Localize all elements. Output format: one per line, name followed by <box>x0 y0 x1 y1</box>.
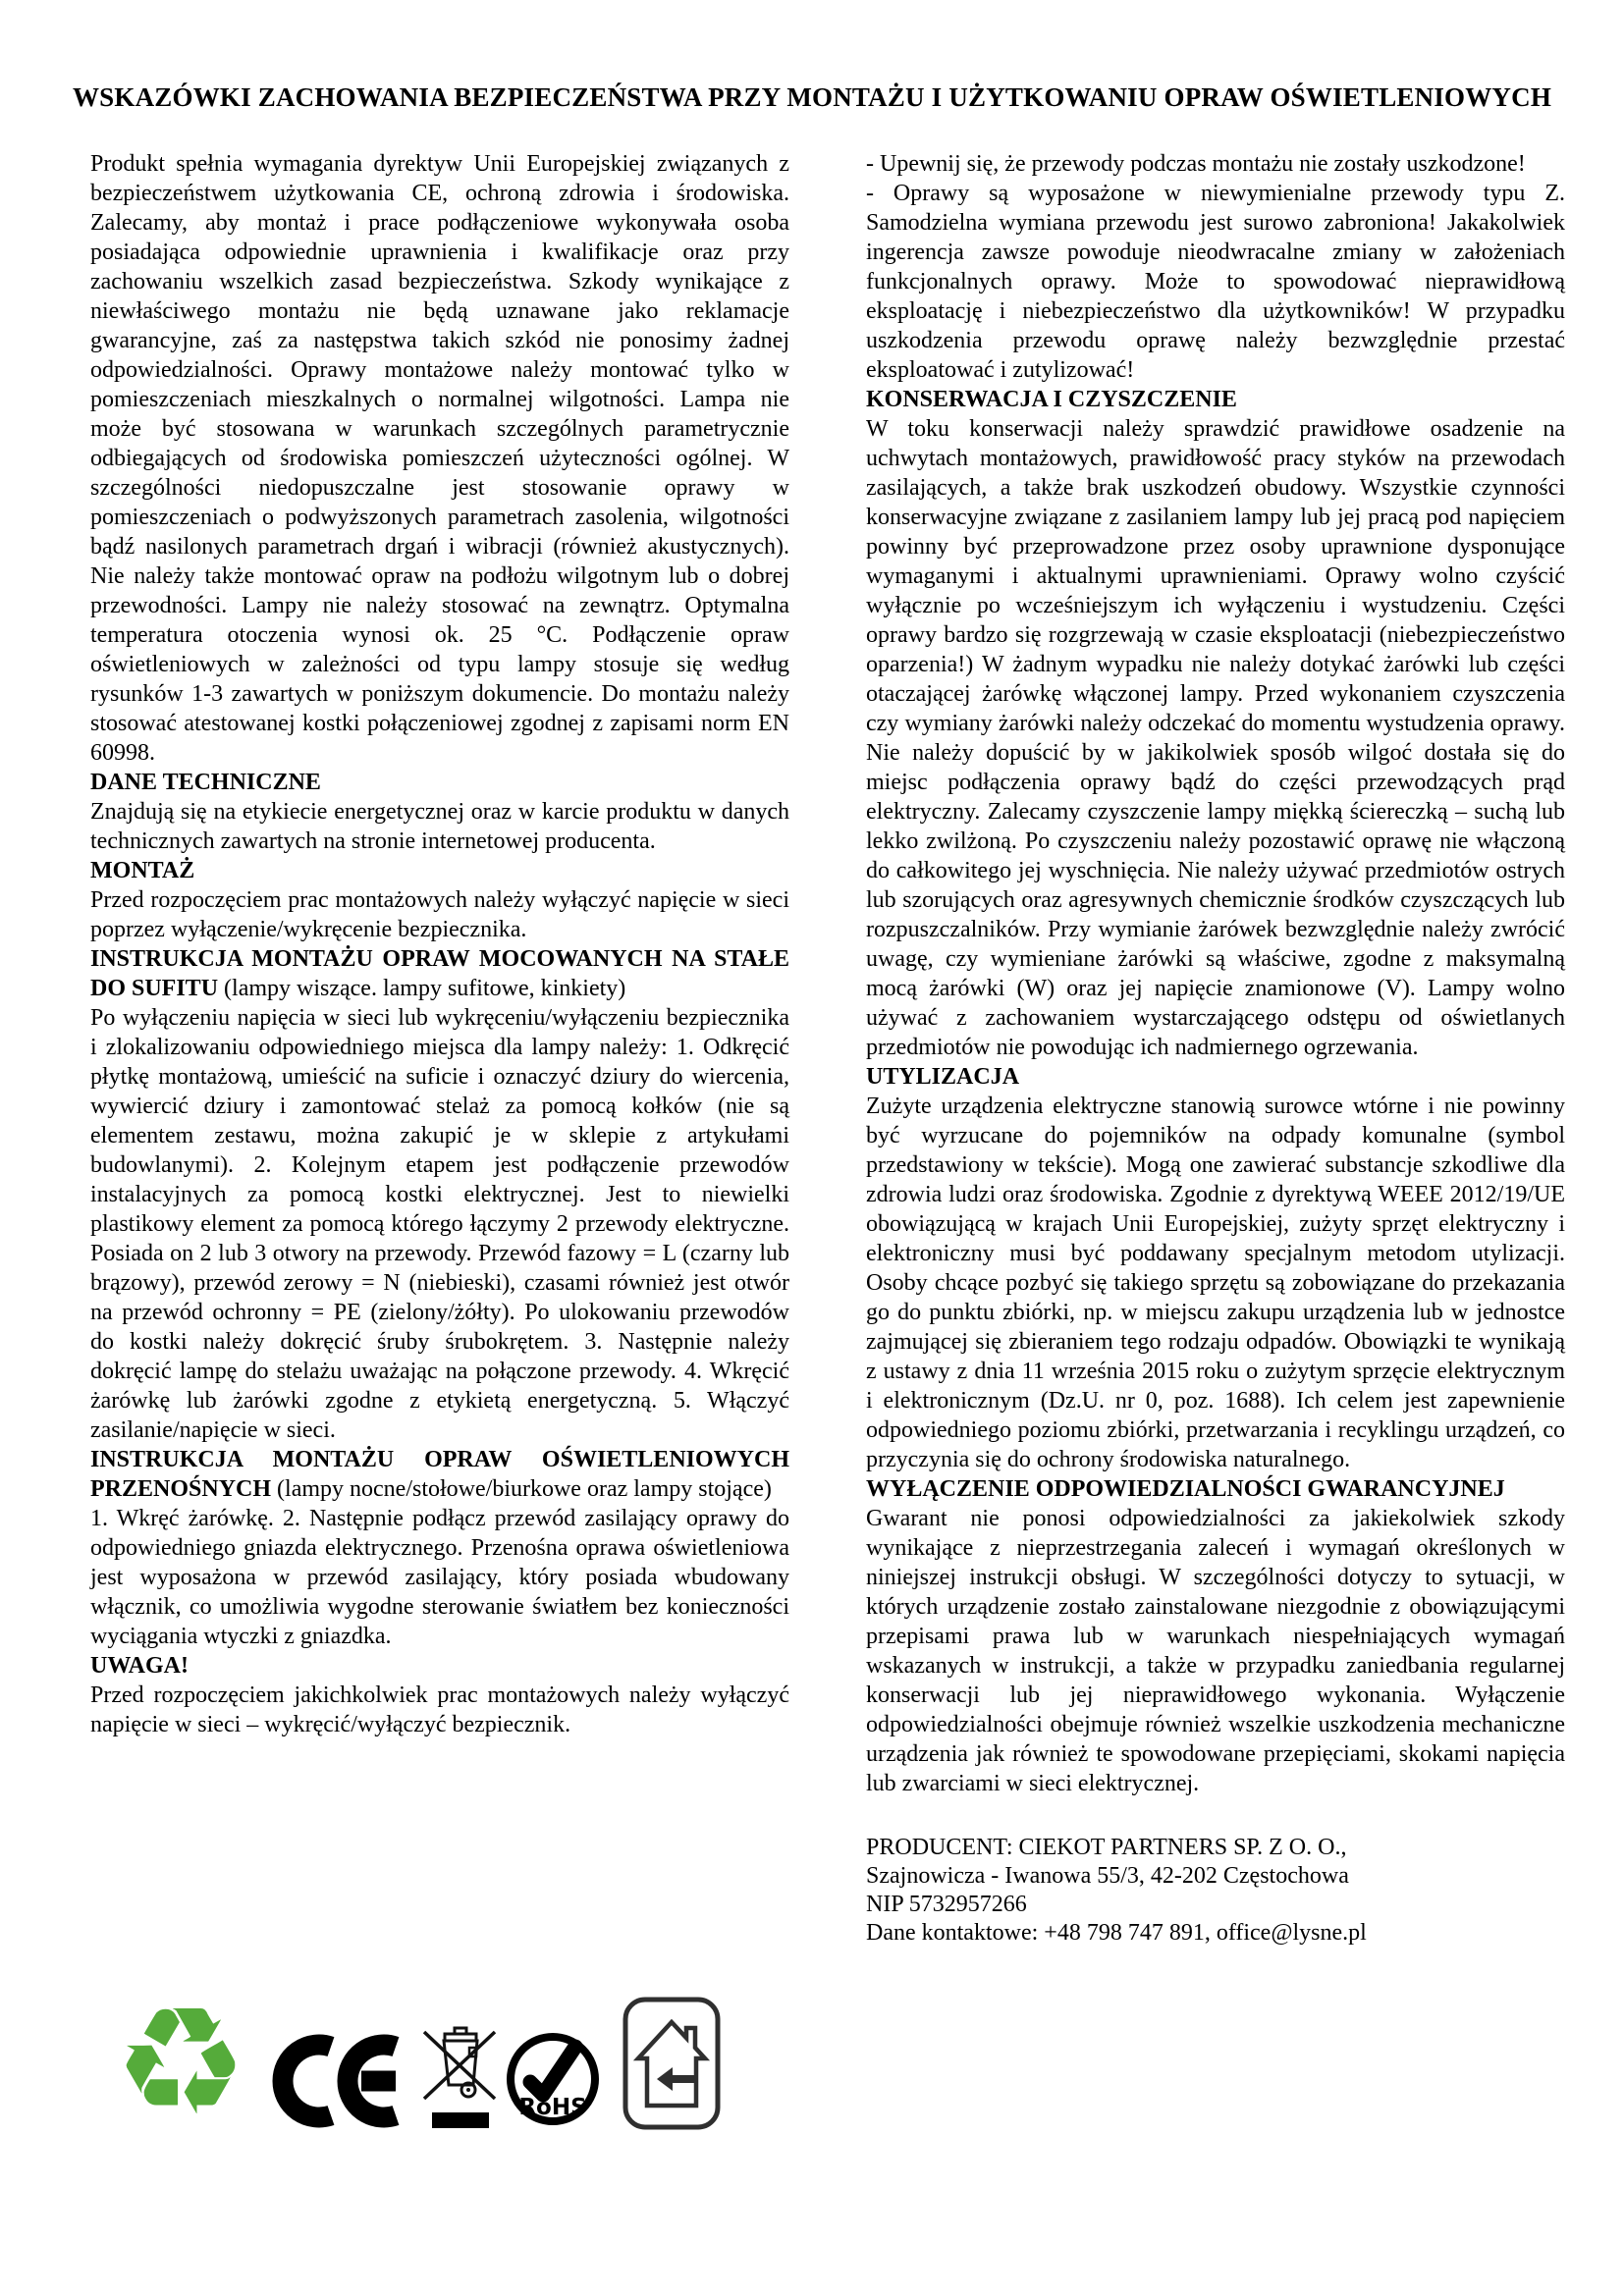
paragraph-wylaczenie-odpowiedzialnosci: Gwarant nie ponosi odpowiedzialności za jakiekolwiek szkody wynikające z nieprzestrzegania zaleceń i wymagań określonych w niniejszej instrukcji obsługi. W szczególności dotyczy to sytuacji, w których urządzenie zostało zainstalowane niezgodnie z obowiązującymi przepisami prawa lub w warunkach niespełniających wymagań wskazanych w instrukcji, a także w przypadku zaniedbania regularnej konserwacji lub jej nieprawidłowego wykonania. Wyłączenie odpowiedzialności obejmuje również wszelkie uszkodzenia mechaniczne urządzenia jak również te spowodowane przepięciami, skokami napięcia lub zwarciami w sieci elektrycznej. <box>866 1506 1565 1796</box>
left-column <box>90 149 789 1739</box>
heading-instrukcja-sufit-bold: INSTRUKCJA MONTAŻU OPRAW MOCOWANYCH NA STAŁE DO SUFITU <box>90 946 789 1001</box>
paragraph-intro: Produkt spełnia wymagania dyrektyw Unii Europejskiej związanych z bezpieczeństwem użytkowania CE, ochroną zdrowia i środowiska. Zalecamy, aby montaż i prace podłączeniowe wykonywała osoba posiadająca odpowiednie uprawnienia i kwalifikacje oraz przy zachowaniu wszelkich zasad bezpieczeństwa. Szkody wynikające z niewłaściwego montażu nie będą uznawane jako reklamacje gwarancyjne, zaś za następstwa takich szkód nie ponosimy żadnej odpowiedzialności. Oprawy montażowe należy montować tylko w pomieszczeniach mieszkalnych o normalnej wilgotności. Lampa nie może być stosowana w warunkach szczególnych parametrycznie odbiegających od środowiska pomieszczeń użyteczności ogólnej. W szczególności niedopuszczalne jest stosowanie oprawy w pomieszczeniach o podwyższonych parametrach zasolenia, wilgotności bądź nasilonych parametrach drgań i wibracji (również akustycznych). Nie należy także montować opraw na podłożu wilgotnym lub o dobrej przewodności. Lampy nie należy stosować na zewnątrz. Optymalna temperatura otoczenia wynosi ok. 25 °C. Podłączenie opraw oświetleniowych w zależności od typu lampy stosuje się według rysunków 1-3 zawartych w poniższym dokumencie. Do montażu należy stosować atestowanej kostki połączeniowej zgodnej z zapisami norm EN 60998. <box>90 151 789 766</box>
heading-konserwacja: KONSERWACJA I CZYSZCZENIE <box>866 387 1237 412</box>
rohs-label: RoHS <box>518 2095 587 2120</box>
producer-line-nip: NIP 5732957266 <box>866 1892 1027 1917</box>
producer-line-address: Szajnowicza - Iwanowa 55/3, 42-202 Częstochowa <box>866 1863 1349 1889</box>
paragraph-instrukcja-przenosne: 1. Wkręć żarówkę. 2. Następnie podłącz przewód zasilający oprawy do odpowiedniego gniazda elektrycznego. Przenośna oprawa oświetleniowa jest wyposażona w przewód zasilający, który posiada wbudowany włącznik, co umożliwia wygodne sterowanie światłem bez konieczności wyciągania wtyczki z gniazdka. <box>90 1506 789 1649</box>
ce-mark-icon <box>270 2034 400 2128</box>
heading-instrukcja-przenosne <box>90 1445 789 1504</box>
heading-instrukcja-przenosne-note: (lampy nocne/stołowe/biurkowe oraz lampy stojące) <box>271 1476 772 1502</box>
heading-wylaczenie-odpowiedzialnosci: WYŁĄCZENIE ODPOWIEDZIALNOŚCI GWARANCYJNEJ <box>866 1476 1505 1502</box>
weee-crossed-bin-icon <box>422 2024 499 2134</box>
paragraph-montaz: Przed rozpoczęciem prac montażowych należy wyłączyć napięcie w sieci poprzez wyłączenie/wykręcenie bezpiecznika. <box>90 887 789 942</box>
rohs-check-icon <box>505 2030 601 2128</box>
page-title: WSKAZÓWKI ZACHOWANIA BEZPIECZEŃSTWA PRZY MONTAŻU I UŻYTKOWANIU OPRAW OŚWIETLENIOWYCH <box>72 82 1552 112</box>
heading-instrukcja-sufit <box>90 944 789 1003</box>
heading-utylizacja: UTYLIZACJA <box>866 1064 1020 1090</box>
bullet-item-2: - Oprawy są wyposażone w niewymienialne przewody typu Z. Samodzielna wymiana przewodu jest surowo zabroniona! Jakakolwiek ingerencja zawsze powoduje nieodwracalne zmiany w założeniach funkcjonalnych oprawy. Może to spowodować nieprawidłową eksploatację i niebezpieczeństwo dla użytkowników! W przypadku uszkodzenia przewodu oprawę należy bezwzględnie przestać eksploatować i zutylizować! <box>866 181 1565 383</box>
producer-info-block <box>866 1834 1565 1948</box>
producer-line-contact: Dane kontaktowe: +48 798 747 891, office@lysne.pl <box>866 1920 1367 1946</box>
heading-instrukcja-sufit-note: (lampy wiszące. lampy sufitowe, kinkiety) <box>218 976 626 1001</box>
paragraph-dane-techniczne: Znajdują się na etykiecie energetycznej oraz w karcie produktu w danych technicznych zawartych na stronie internetowej producenta. <box>90 799 789 854</box>
indoor-use-house-icon <box>622 1996 722 2131</box>
heading-uwaga: UWAGA! <box>90 1653 189 1679</box>
producer-line-name: PRODUCENT: CIEKOT PARTNERS SP. Z O. O., <box>866 1835 1347 1860</box>
heading-dane-techniczne: DANE TECHNICZNE <box>90 770 321 795</box>
paragraph-utylizacja: Zużyte urządzenia elektryczne stanowią surowce wtórne i nie powinny być wyrzucane do pojemników na odpady komunalne (symbol przedstawiony w tekście). Mogą one zawierać substancje szkodliwe dla zdrowia ludzi oraz środowiska. Zgodnie z dyrektywą WEEE 2012/19/UE obowiązującą w krajach Unii Europejskiej, zużyty sprzęt elektryczny i elektroniczny musi być poddawany specjalnym metodom utylizacji. Osoby chcące pozbyć się takiego sprzętu są zobowiązane do przekazania go do punktu zbiórki, np. w miejscu zakupu urządzenia lub w jednostce zajmującej się zbieraniem tego rodzaju odpadów. Obowiązki te wynikają z ustawy z dnia 11 września 2015 roku o zużytym sprzęcie elektrycznym i elektronicznym (Dz.U. nr 0, poz. 1688). Ich celem jest zapewnienie odpowiedniego poziomu zbiórki, przetwarzania i recyklingu urządzeń, co przyczynia się do ochrony środowiska naturalnego. <box>866 1094 1565 1472</box>
right-column <box>866 149 1565 1948</box>
heading-montaz: MONTAŻ <box>90 858 195 883</box>
heading-instrukcja-przenosne-bold: INSTRUKCJA MONTAŻU OPRAW OŚWIETLENIOWYCH PRZENOŚNYCH <box>90 1447 789 1502</box>
bullet-item-1: - Upewnij się, że przewody podczas montażu nie zostały uszkodzone! <box>866 151 1526 177</box>
paragraph-uwaga: Przed rozpoczęciem jakichkolwiek prac montażowych należy wyłączyć napięcie w sieci – wykręcić/wyłączyć bezpiecznik. <box>90 1682 789 1737</box>
paragraph-instrukcja-sufit: Po wyłączeniu napięcia w sieci lub wykręceniu/wyłączeniu bezpiecznika i zlokalizowaniu odpowiedniego miejsca dla lampy należy: 1. Odkręcić płytkę montażową, umieścić na suficie i oznaczyć dziury do wiercenia, wywiercić dziury i zamontować stelaż za pomocą kołków (nie są elementem zestawu, można zakupić je w sklepie z artykułami budowlanymi). 2. Kolejnym etapem jest podłączenie przewodów instalacyjnych za pomocą kostki elektrycznej. Jest to niewielki plastikowy element za pomocą którego łączymy 2 przewody elektryczne. Posiada on 2 lub 3 otwory na przewody. Przewód fazowy = L (czarny lub brązowy), przewód zerowy = N (niebieski), czasami również jest otwór na przewód ochronny = PE (zielony/żółty). Po ulokowaniu przewodów do kostki należy dokręcić śruby śrubokrętem. 3. Następnie należy dokręcić lampę do stelażu uważając na połączone przewody. 4. Wkręcić żarówkę lub żarówki zgodne z etykietą energetyczną. 5. Włączyć zasilanie/napięcie w sieci. <box>90 1005 789 1443</box>
recycling-icon: ♻ <box>113 1975 248 2149</box>
paragraph-konserwacja: W toku konserwacji należy sprawdzić prawidłowe osadzenie na uchwytach montażowych, prawidłowość pracy styków na przewodach zasilających, a także brak uszkodzeń obudowy. Wszystkie czynności konserwacyjne związane z zasilaniem lampy lub jej pracą pod napięciem powinny być przeprowadzone przez osoby uprawnione dysponujące wymaganymi i aktualnymi uprawnieniami. Oprawy wolno czyścić wyłącznie po wcześniejszym ich wyłączeniu i wystudzeniu. Części oprawy bardzo się rozgrzewają w czasie eksploatacji (niebezpieczeństwo oparzenia!) W żadnym wypadku nie należy dotykać żarówki lub części otaczającej żarówkę włączonej lampy. Przed wykonaniem czyszczenia czy wymiany żarówki należy odczekać do momentu wystudzenia oprawy. Nie należy dopuścić by w jakikolwiek sposób wilgoć dostała się do miejsc podłączenia oprawy bądź do części przewodzących prąd elektryczny. Zalecamy czyszczenie lampy miękką ściereczką – suchą lub lekko zwilżoną. Po czyszczeniu należy pozostawić oprawę nie włączoną do całkowitego jej wyschnięcia. Nie należy używać przedmiotów ostrych lub szorujących oraz agresywnych chemicznie środków czyszczących lub rozpuszczalników. Przy wymianie żarówek bezwzględnie należy zwrócić uwagę, czy wymieniane żarówki są właściwe, zgodne z maksymalną mocą żarówki (W) oraz jej napięcie znamionowe (V). Lampy wolno używać z zachowaniem wystarczającego odstępu od oświetlanych przedmiotów nie powodując ich nadmiernego ogrzewania. <box>866 416 1565 1060</box>
